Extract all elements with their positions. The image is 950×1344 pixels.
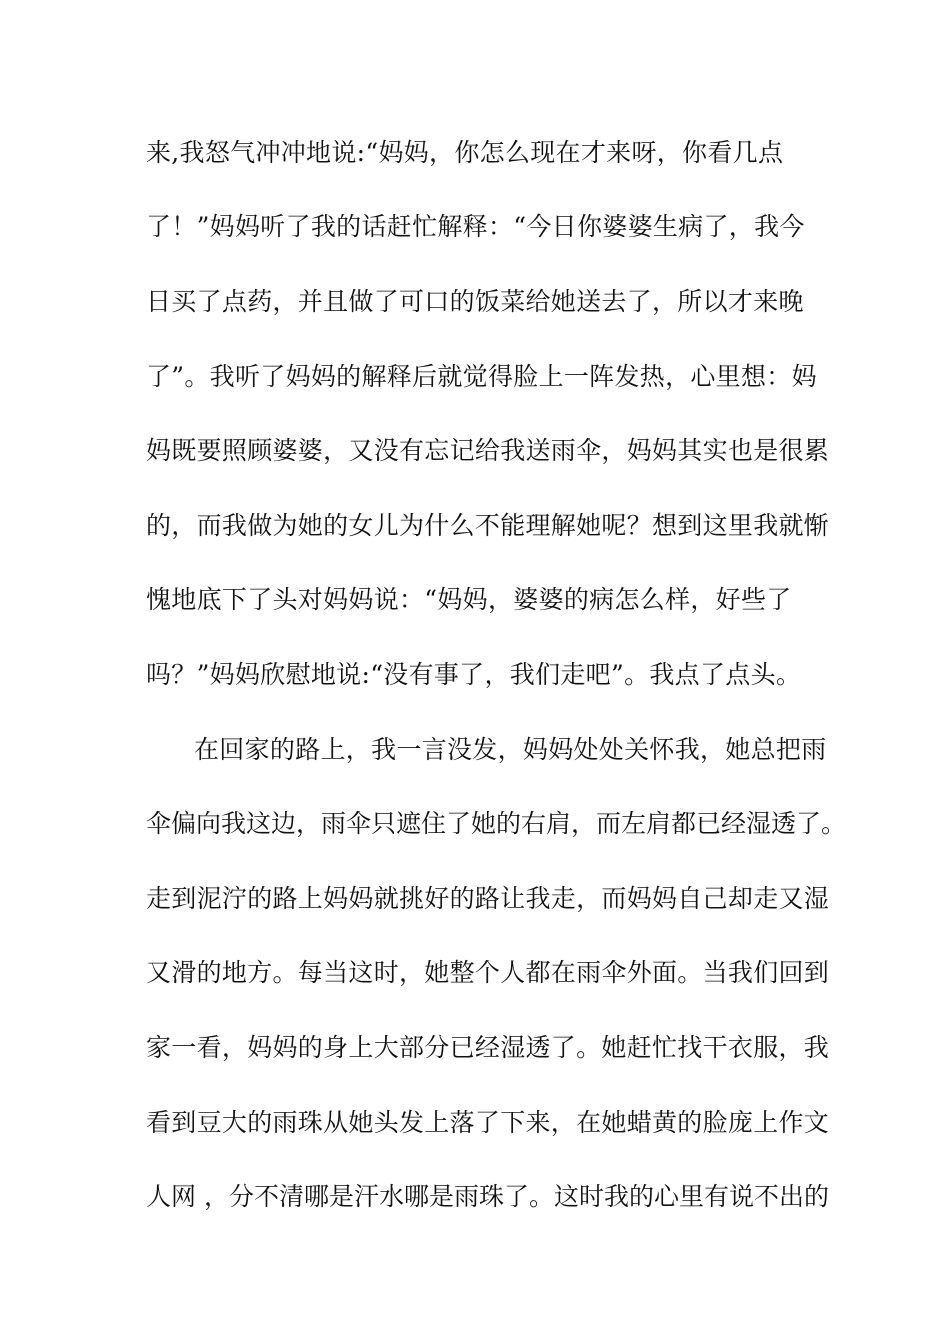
text-line: 愧地底下了头对妈妈说：“妈妈，婆婆的病怎么样，好些了	[146, 585, 792, 614]
text-line: 又滑的地方。每当这时，她整个人都在雨伞外面。当我们回到	[146, 958, 830, 987]
text-line: 家一看，妈妈的身上大部分已经湿透了。她赶忙找干衣服，我	[146, 1033, 830, 1062]
text-line: 来,我怒气冲冲地说:“妈妈，你怎么现在才来呀，你看几点	[146, 138, 784, 167]
text-line: 了”。我听了妈妈的解释后就觉得脸上一阵发热，心里想：妈	[146, 362, 817, 391]
text-line: 妈既要照顾婆婆，又没有忘记给我送雨伞，妈妈其实也是很累	[146, 436, 830, 465]
text-line: 日买了点药，并且做了可口的饭菜给她送去了，所以才来晚	[146, 287, 804, 316]
text-line: 看到豆大的雨珠从她头发上落了下来，在她蜡黄的脸庞上作文	[146, 1108, 830, 1137]
text-line: 了！”妈妈听了我的话赶忙解释：“今日你婆婆生病了，我今	[146, 212, 805, 241]
paragraph-first-line: 在回家的路上，我一言没发，妈妈处处关怀我，她总把雨	[194, 735, 827, 764]
text-line: 伞偏向我这边，雨伞只遮住了她的右肩，而左肩都已经湿透了。	[146, 809, 847, 838]
text-line: 走到泥泞的路上妈妈就挑好的路让我走，而妈妈自己却走又湿	[146, 884, 830, 913]
text-line: 人网 ，分不清哪是汗水哪是雨珠了。这时我的心里有说不出的	[146, 1182, 829, 1211]
text-line: 吗？”妈妈欣慰地说:“没有事了，我们走吧”。我点了点头。	[146, 660, 802, 689]
text-line: 的，而我做为她的女儿为什么不能理解她呢？想到这里我就惭	[146, 511, 830, 540]
